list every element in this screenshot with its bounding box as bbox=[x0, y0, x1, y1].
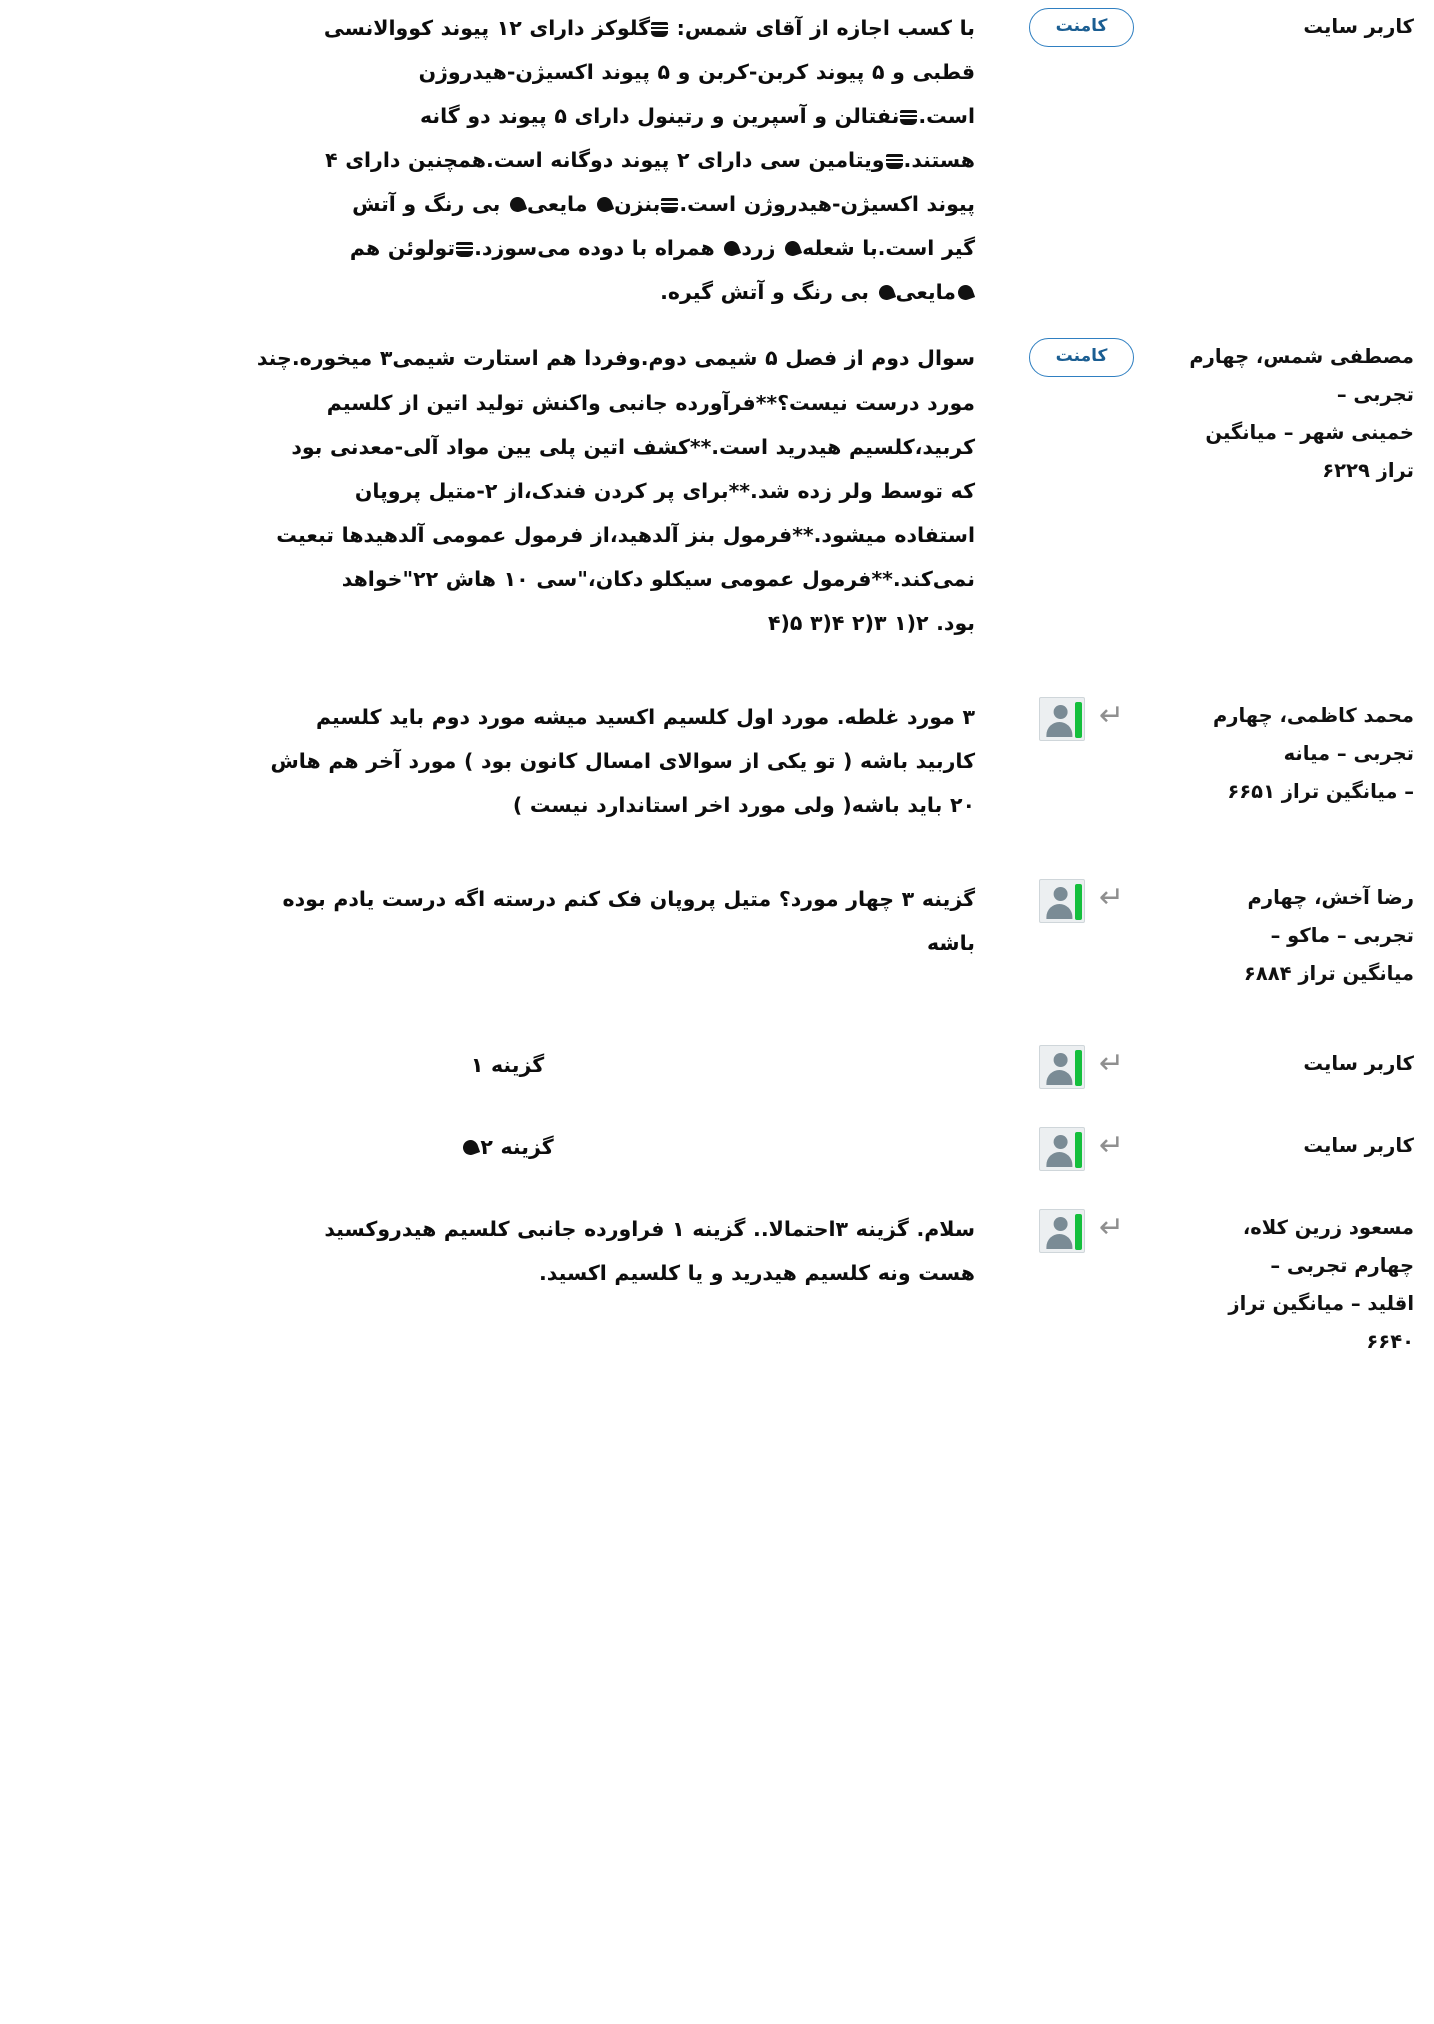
avatar-body bbox=[1046, 1234, 1072, 1249]
comment-text-line: گیر است.با شعله زرد همراه با دوده می‌سوزد.تولوئن هم bbox=[349, 236, 975, 261]
separator-icon bbox=[661, 198, 678, 213]
comment-text-line: باشه bbox=[927, 931, 975, 956]
comment-text-line: ۲۰ باید باشه( ولی مورد اخر استاندارد نیست ) bbox=[512, 793, 975, 817]
comment-text-line: مورد درست نیست؟**فرآورده جانبی واکنش تولید اتین از کلسیم bbox=[326, 390, 975, 415]
comment-text-line: ۳ مورد غلطه. مورد اول کلسیم اکسید میشه مورد دوم باید کلسیم bbox=[315, 704, 975, 729]
comment-text bbox=[40, 6, 975, 314]
bullet-icon bbox=[876, 283, 895, 302]
comment-text-line: است.نفتالن و آسپرین و رتینول دارای ۵ پیوند دو گانه bbox=[419, 104, 975, 129]
reply-arrow-icon: ↵ bbox=[1098, 1210, 1125, 1246]
reply-arrow-icon: ↵ bbox=[1098, 880, 1125, 916]
row-spacer bbox=[0, 1361, 1434, 1405]
online-indicator-icon bbox=[1075, 702, 1082, 738]
comment-author[interactable] bbox=[1174, 1201, 1434, 1361]
comment-badge[interactable]: کامنت bbox=[1029, 338, 1135, 377]
comment-row bbox=[0, 0, 1434, 314]
separator-icon bbox=[900, 110, 917, 125]
author-meta-line: اقلید – میانگین تراز ۶۶۴۰ bbox=[1228, 1292, 1414, 1354]
avatar-head bbox=[1054, 1217, 1068, 1231]
comment-text-line: با کسب اجازه از آقای شمس: گلوکز دارای ۱۲ پیوند کووالانسی bbox=[323, 16, 975, 40]
reply-arrow-icon: ↵ bbox=[1098, 697, 1125, 733]
comment-row bbox=[0, 1201, 1434, 1361]
comment-text-line: قطبی و ۵ پیوند کربن-کربن و ۵ پیوند اکسیژن-هیدروژن bbox=[418, 60, 975, 85]
comment-meta-column bbox=[989, 1119, 1174, 1171]
comment-text bbox=[40, 695, 975, 827]
comment-row bbox=[0, 1119, 1434, 1171]
bullet-icon bbox=[508, 195, 527, 214]
comment-author[interactable] bbox=[1174, 689, 1434, 811]
row-spacer bbox=[0, 827, 1434, 871]
avatar[interactable] bbox=[1039, 879, 1085, 923]
author-name-line: مصطفی شمس، چهارم تجربی – bbox=[1189, 345, 1414, 407]
comment-text-line: استفاده میشود.**فرمول بنز آلدهید،از فرمول عمومی آلدهیدها تبعیت bbox=[276, 522, 975, 547]
separator-icon bbox=[886, 154, 903, 169]
avatar[interactable] bbox=[1039, 1209, 1085, 1253]
comment-text bbox=[40, 1043, 975, 1087]
author-meta-line: – میانگین تراز ۶۶۵۱ bbox=[1227, 779, 1414, 803]
comment-meta-column bbox=[989, 689, 1174, 741]
comment-meta-column bbox=[989, 871, 1174, 923]
comment-text-line: هستند.ویتامین سی دارای ۲ پیوند دوگانه است.همچنین دارای ۴ bbox=[325, 148, 975, 173]
comment-row bbox=[0, 1037, 1434, 1089]
bullet-icon bbox=[956, 283, 975, 302]
online-indicator-icon bbox=[1075, 1132, 1082, 1168]
row-spacer bbox=[0, 314, 1434, 330]
separator-icon bbox=[651, 22, 668, 37]
author-name-line: مسعود زرین کلاه، چهارم تجربی – bbox=[1242, 1216, 1414, 1278]
comment-text-line: هست ونه کلسیم هیدرید و یا کلسیم اکسید. bbox=[538, 1261, 975, 1286]
comment-meta-column bbox=[989, 330, 1174, 377]
comment-text-line: گزینه ۳ چهار مورد؟ متیل پروپان فک کنم درسته اگه درست یادم بوده bbox=[282, 887, 975, 912]
row-spacer bbox=[0, 645, 1434, 689]
avatar-body bbox=[1046, 904, 1072, 919]
comment-body bbox=[0, 330, 989, 644]
comment-text-line: بود. ۲(۱ ۳(۲ ۴(۳ ۵(۴ bbox=[767, 610, 975, 635]
avatar-head bbox=[1054, 1053, 1068, 1067]
comment-text bbox=[40, 877, 975, 965]
comment-body bbox=[0, 871, 989, 965]
comment-text-line: نمی‌کند.**فرمول عمومی سیکلو دکان،"سی ۱۰ هاش ۲۲"خواهد bbox=[341, 566, 975, 591]
online-indicator-icon bbox=[1075, 1214, 1082, 1250]
comment-meta-column bbox=[989, 1037, 1174, 1089]
comment-text bbox=[40, 1207, 975, 1295]
author-meta-line: میانگین تراز ۶۸۸۴ bbox=[1243, 962, 1414, 986]
comment-body bbox=[0, 1201, 989, 1295]
author-name-line: رضا آخش، چهارم تجربی – ماکو – bbox=[1247, 886, 1414, 948]
bullet-icon bbox=[783, 239, 802, 258]
comment-meta-column bbox=[989, 0, 1174, 47]
avatar-body bbox=[1046, 722, 1072, 737]
comment-badge[interactable]: کامنت bbox=[1029, 8, 1135, 47]
avatar-head bbox=[1054, 887, 1068, 901]
comment-body bbox=[0, 1119, 989, 1169]
bullet-icon bbox=[595, 195, 614, 214]
comment-author[interactable] bbox=[1174, 1119, 1434, 1165]
comment-text-line: گزینه ۱ bbox=[470, 1053, 545, 1078]
comment-author[interactable] bbox=[1174, 871, 1434, 993]
online-indicator-icon bbox=[1075, 1050, 1082, 1086]
comment-text-line: سوال دوم از فصل ۵ شیمی دوم.وفردا هم استارت شیمی۳ میخوره.چند bbox=[256, 346, 975, 371]
comment-text-line: پیوند اکسیژن-هیدروژن است.بنزن مایعی بی رنگ و آتش bbox=[352, 192, 975, 217]
avatar-body bbox=[1046, 1070, 1072, 1085]
author-name-line: کاربر سایت bbox=[1303, 1052, 1414, 1076]
comment-text-line: گزینه ۲ bbox=[40, 1125, 975, 1169]
comment-text bbox=[40, 1125, 975, 1169]
comment-text-line: کاربید باشه ( تو یکی از سوالای امسال کانون بود ) مورد آخر هم هاش bbox=[270, 748, 975, 773]
comment-body bbox=[0, 0, 989, 314]
comment-author[interactable] bbox=[1174, 330, 1434, 490]
comment-text-line: مایعی بی رنگ و آتش گیره. bbox=[40, 270, 975, 314]
comment-row bbox=[0, 871, 1434, 993]
row-spacer bbox=[0, 993, 1434, 1037]
comment-body bbox=[0, 689, 989, 827]
comment-meta-column bbox=[989, 1201, 1174, 1253]
avatar-head bbox=[1054, 1135, 1068, 1149]
comment-row bbox=[0, 689, 1434, 827]
row-spacer bbox=[0, 1171, 1434, 1201]
author-meta-line: خمینی شهر – میانگین تراز ۶۲۲۹ bbox=[1205, 421, 1414, 483]
avatar[interactable] bbox=[1039, 1045, 1085, 1089]
comment-author[interactable] bbox=[1174, 0, 1434, 46]
reply-arrow-icon: ↵ bbox=[1098, 1046, 1125, 1082]
author-name-line: کاربر سایت bbox=[1303, 15, 1414, 38]
comment-author[interactable] bbox=[1174, 1037, 1434, 1083]
avatar-head bbox=[1054, 705, 1068, 719]
avatar[interactable] bbox=[1039, 697, 1085, 741]
comment-text-line: کربید،کلسیم هیدرید است.**کشف اتین پلی یین مواد آلی-معدنی بود bbox=[291, 434, 975, 459]
comment-text-line: سلام. گزینه ۳احتمالا.. گزینه ۱ فراورده جانبی کلسیم هیدروکسید bbox=[324, 1217, 975, 1242]
reply-arrow-icon: ↵ bbox=[1098, 1128, 1125, 1164]
comment-body bbox=[0, 1037, 989, 1087]
online-indicator-icon bbox=[1075, 884, 1082, 920]
comment-row bbox=[0, 330, 1434, 644]
author-name-line: محمد کاظمی، چهارم تجربی – میانه bbox=[1212, 703, 1414, 765]
avatar-body bbox=[1046, 1152, 1072, 1167]
row-spacer bbox=[0, 1089, 1434, 1119]
avatar[interactable] bbox=[1039, 1127, 1085, 1171]
separator-icon bbox=[456, 242, 473, 257]
bullet-icon bbox=[722, 239, 741, 258]
comment-text-line: که توسط ولر زده شد.**برای پر کردن فندک،از ۲-متیل پروپان bbox=[354, 478, 975, 503]
comment-text bbox=[40, 336, 975, 644]
bullet-icon bbox=[461, 1138, 480, 1157]
author-name-line: کاربر سایت bbox=[1303, 1134, 1414, 1158]
